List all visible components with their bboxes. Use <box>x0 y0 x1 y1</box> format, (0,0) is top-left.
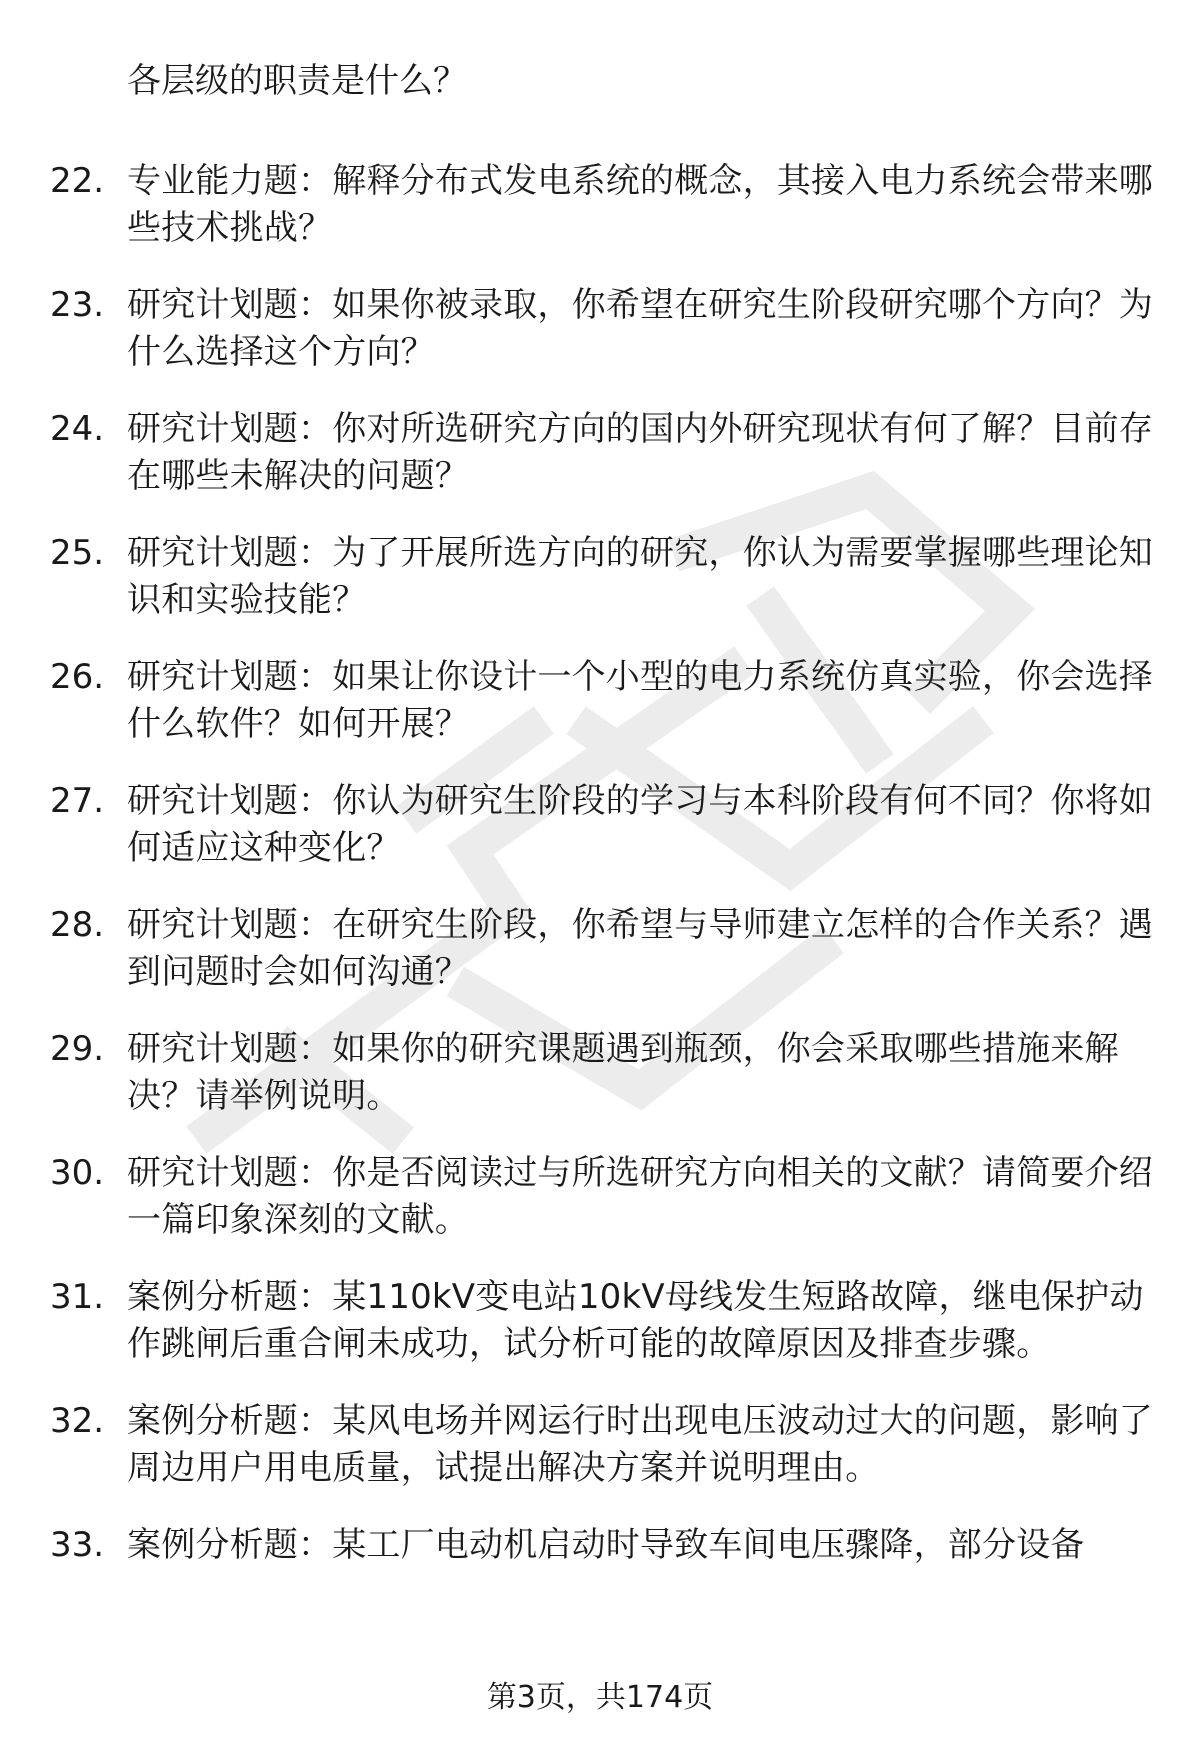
question-text: 研究计划题：你对所选研究方向的国内外研究现状有何了解？目前存在哪些未解决的问题？ <box>127 409 1153 496</box>
question-text: 研究计划题：在研究生阶段，你希望与导师建立怎样的合作关系？遇到问题时会如何沟通？ <box>127 905 1153 992</box>
question-item <box>50 902 1160 996</box>
question-item <box>50 1150 1160 1244</box>
question-number: 32. <box>50 1401 105 1441</box>
question-item <box>50 1522 1160 1569</box>
question-number: 30. <box>50 1153 105 1193</box>
question-item <box>50 530 1160 624</box>
question-text: 案例分析题：某风电场并网运行时出现电压波动过大的问题，影响了周边用户用电质量，试提出解决方案并说明理由。 <box>127 1401 1153 1488</box>
question-text: 研究计划题：你是否阅读过与所选研究方向相关的文献？请简要介绍一篇印象深刻的文献。 <box>127 1153 1153 1240</box>
continued-question-text: 各层级的职责是什么？ <box>127 61 467 101</box>
question-item <box>50 406 1160 500</box>
page-footer: 第3页，共174页 <box>486 1680 714 1715</box>
question-number: 25. <box>50 533 105 573</box>
document-body <box>50 58 1160 1599</box>
question-text: 研究计划题：如果你的研究课题遇到瓶颈，你会采取哪些措施来解决？请举例说明。 <box>127 1029 1119 1116</box>
question-item <box>50 158 1160 252</box>
question-text: 案例分析题：某工厂电动机启动时导致车间电压骤降，部分设备 <box>127 1525 1085 1565</box>
question-text: 研究计划题：如果你被录取，你希望在研究生阶段研究哪个方向？为什么选择这个方向？ <box>127 285 1153 372</box>
question-number: 23. <box>50 285 105 325</box>
question-number: 28. <box>50 905 105 945</box>
question-number: 31. <box>50 1277 105 1317</box>
question-number: 33. <box>50 1525 105 1565</box>
question-text: 研究计划题：你认为研究生阶段的学习与本科阶段有何不同？你将如何适应这种变化？ <box>127 781 1153 868</box>
question-text: 研究计划题：为了开展所选方向的研究，你认为需要掌握哪些理论知识和实验技能？ <box>127 533 1153 620</box>
question-number: 27. <box>50 781 105 821</box>
question-item <box>50 778 1160 872</box>
question-number: 24. <box>50 409 105 449</box>
question-number: 29. <box>50 1029 105 1069</box>
question-item <box>50 1274 1160 1368</box>
question-item <box>50 1026 1160 1120</box>
question-text: 研究计划题：如果让你设计一个小型的电力系统仿真实验，你会选择什么软件？如何开展？ <box>127 657 1153 744</box>
question-item <box>50 282 1160 376</box>
question-item <box>50 654 1160 748</box>
question-text: 案例分析题：某110kV变电站10kV母线发生短路故障，继电保护动作跳闸后重合闸未成功，试分析可能的故障原因及排查步骤。 <box>127 1277 1144 1364</box>
question-number: 26. <box>50 657 105 697</box>
question-text: 专业能力题：解释分布式发电系统的概念，其接入电力系统会带来哪些技术挑战？ <box>127 161 1153 248</box>
question-number: 22. <box>50 161 105 201</box>
question-item <box>50 1398 1160 1492</box>
